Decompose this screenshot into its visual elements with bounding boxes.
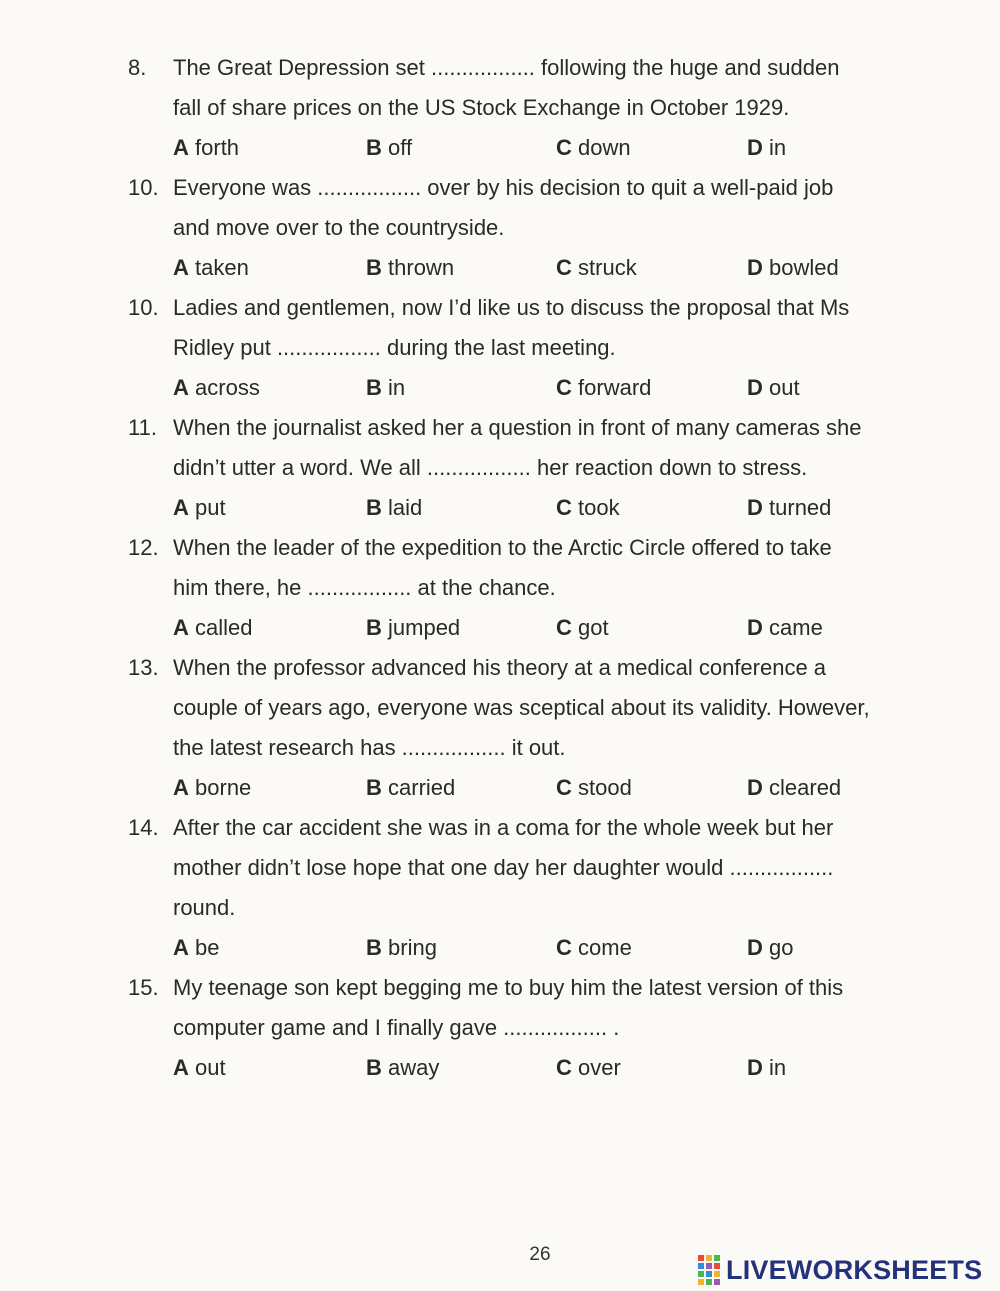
- option-text: come: [578, 935, 632, 960]
- answer-option-c[interactable]: [556, 1048, 621, 1088]
- answer-option-a[interactable]: [173, 248, 249, 288]
- option-text: carried: [388, 775, 456, 800]
- option-text: away: [388, 1055, 440, 1080]
- liveworksheets-logo-icon: [698, 1255, 722, 1285]
- option-letter: C: [556, 495, 572, 520]
- option-letter: A: [173, 495, 189, 520]
- option-text: bowled: [769, 255, 839, 280]
- question-text-line: When the professor advanced his theory at a medical conference a: [173, 655, 827, 680]
- answer-option-d[interactable]: [747, 768, 841, 808]
- answer-option-a[interactable]: [173, 128, 239, 168]
- option-text: forward: [578, 375, 652, 400]
- answer-option-c[interactable]: [556, 608, 609, 648]
- question-text-line: When the leader of the expedition to the Arctic Circle offered to take: [173, 535, 832, 560]
- question-text-line: fall of share prices on the US Stock Exchange in October 1929.: [173, 95, 790, 120]
- option-letter: B: [366, 255, 382, 280]
- option-text: down: [578, 135, 631, 160]
- option-text: struck: [578, 255, 637, 280]
- page-number: 26: [529, 1244, 551, 1265]
- option-text: off: [388, 135, 413, 160]
- option-letter: C: [556, 1055, 572, 1080]
- answer-option-d[interactable]: [747, 1048, 786, 1088]
- option-letter: B: [366, 935, 382, 960]
- option-letter: C: [556, 255, 572, 280]
- question-number: 10.: [128, 175, 159, 200]
- option-letter: B: [366, 375, 382, 400]
- question-text-line: couple of years ago, everyone was sceptical about its validity. However,: [173, 695, 870, 720]
- option-letter: D: [747, 615, 763, 640]
- answer-option-a[interactable]: [173, 1048, 226, 1088]
- option-text: thrown: [388, 255, 455, 280]
- option-text: out: [195, 1055, 226, 1080]
- answer-option-b[interactable]: [366, 248, 454, 288]
- question-text-line: The Great Depression set ................. following the huge and sudden: [173, 55, 840, 80]
- option-text: turned: [769, 495, 832, 520]
- option-letter: A: [173, 375, 189, 400]
- option-letter: A: [173, 255, 189, 280]
- option-text: laid: [388, 495, 423, 520]
- question-number: 10.: [128, 295, 159, 320]
- question-text-line: computer game and I finally gave ................. .: [173, 1015, 620, 1040]
- question-text-line: the latest research has ................. it out.: [173, 735, 566, 760]
- option-text: in: [769, 135, 787, 160]
- answer-option-b[interactable]: [366, 1048, 439, 1088]
- liveworksheets-brand: [698, 1253, 982, 1287]
- option-letter: C: [556, 935, 572, 960]
- option-text: borne: [195, 775, 252, 800]
- option-text: cleared: [769, 775, 842, 800]
- option-letter: D: [747, 135, 763, 160]
- question-text-line: round.: [173, 895, 236, 920]
- answer-option-d[interactable]: [747, 128, 786, 168]
- option-letter: C: [556, 615, 572, 640]
- option-text: across: [195, 375, 260, 400]
- answer-option-c[interactable]: [556, 368, 651, 408]
- answer-option-b[interactable]: [366, 928, 437, 968]
- option-letter: A: [173, 1055, 189, 1080]
- option-letter: B: [366, 135, 382, 160]
- option-text: be: [195, 935, 220, 960]
- option-text: over: [578, 1055, 621, 1080]
- answer-option-d[interactable]: [747, 488, 831, 528]
- answer-option-b[interactable]: [366, 128, 412, 168]
- option-text: stood: [578, 775, 632, 800]
- option-text: taken: [195, 255, 249, 280]
- option-text: in: [388, 375, 406, 400]
- option-text: took: [578, 495, 620, 520]
- answer-option-a[interactable]: [173, 368, 260, 408]
- option-letter: D: [747, 935, 763, 960]
- option-letter: D: [747, 1055, 763, 1080]
- answer-option-c[interactable]: [556, 488, 620, 528]
- question-text-line: My teenage son kept begging me to buy him the latest version of this: [173, 975, 844, 1000]
- option-letter: B: [366, 775, 382, 800]
- question-number: 15.: [128, 975, 159, 1000]
- option-letter: D: [747, 775, 763, 800]
- option-letter: A: [173, 135, 189, 160]
- option-letter: A: [173, 935, 189, 960]
- option-letter: A: [173, 615, 189, 640]
- question-number: 11.: [128, 415, 157, 440]
- question-text-line: When the journalist asked her a question in front of many cameras she: [173, 415, 862, 440]
- question-text-line: him there, he ................. at the chance.: [173, 575, 556, 600]
- option-text: came: [769, 615, 823, 640]
- question-number: 12.: [128, 535, 159, 560]
- question-text-line: After the car accident she was in a coma for the whole week but her: [173, 815, 834, 840]
- answer-option-a[interactable]: [173, 608, 253, 648]
- option-letter: A: [173, 775, 189, 800]
- answer-option-c[interactable]: [556, 768, 632, 808]
- answer-option-a[interactable]: [173, 768, 251, 808]
- option-letter: D: [747, 495, 763, 520]
- option-letter: B: [366, 615, 382, 640]
- question-text-line: mother didn’t lose hope that one day her daughter would .................: [173, 855, 834, 880]
- question-number: 8.: [128, 55, 147, 80]
- answer-option-d[interactable]: [747, 368, 800, 408]
- question-number: 14.: [128, 815, 159, 840]
- option-text: got: [578, 615, 609, 640]
- question-text-line: Ridley put ................. during the last meeting.: [173, 335, 616, 360]
- answer-option-a[interactable]: [173, 488, 226, 528]
- option-letter: C: [556, 375, 572, 400]
- question-text-line: and move over to the countryside.: [173, 215, 505, 240]
- answer-option-a[interactable]: [173, 928, 220, 968]
- answer-option-b[interactable]: [366, 608, 460, 648]
- answer-option-b[interactable]: [366, 768, 455, 808]
- option-letter: B: [366, 495, 382, 520]
- answer-option-b[interactable]: [366, 488, 422, 528]
- option-text: called: [195, 615, 253, 640]
- question-text-line: Ladies and gentlemen, now I’d like us to discuss the proposal that Ms: [173, 295, 850, 320]
- answer-option-d[interactable]: [747, 248, 839, 288]
- answer-option-c[interactable]: [556, 928, 632, 968]
- option-text: forth: [195, 135, 240, 160]
- option-text: go: [769, 935, 794, 960]
- question-text-line: didn’t utter a word. We all ................. her reaction down to stress.: [173, 455, 808, 480]
- answer-option-d[interactable]: [747, 608, 823, 648]
- option-letter: D: [747, 375, 763, 400]
- question-number: 13.: [128, 655, 159, 680]
- brand-name: LIVEWORKSHEETS: [726, 1254, 983, 1285]
- option-text: jumped: [388, 615, 461, 640]
- option-text: out: [769, 375, 800, 400]
- option-letter: C: [556, 135, 572, 160]
- option-text: put: [195, 495, 226, 520]
- answer-option-c[interactable]: [556, 128, 631, 168]
- option-letter: C: [556, 775, 572, 800]
- answer-option-c[interactable]: [556, 248, 637, 288]
- option-text: in: [769, 1055, 787, 1080]
- option-text: bring: [388, 935, 437, 960]
- option-letter: D: [747, 255, 763, 280]
- answer-option-d[interactable]: [747, 928, 794, 968]
- answer-option-b[interactable]: [366, 368, 405, 408]
- option-letter: B: [366, 1055, 382, 1080]
- question-text-line: Everyone was ................. over by his decision to quit a well-paid job: [173, 175, 834, 200]
